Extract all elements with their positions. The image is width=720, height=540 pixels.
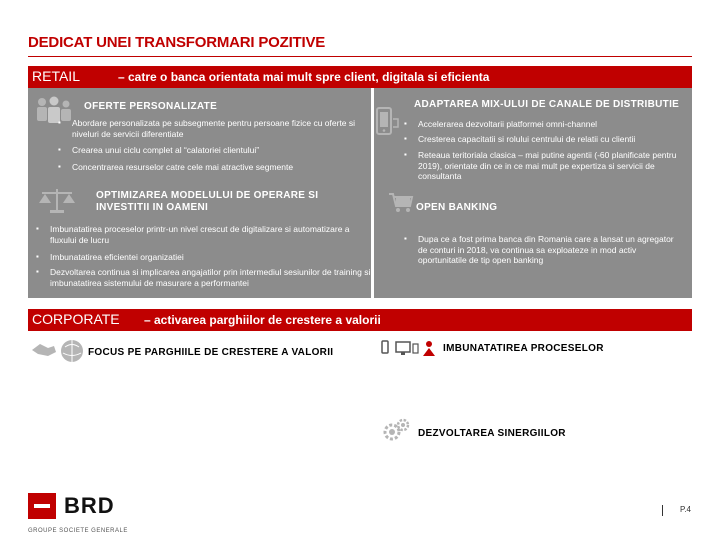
corporate-subtitle: – activarea parghiilor de crestere a valorii (144, 313, 381, 327)
value-levers-title: FOCUS PE PARGHIILE DE CRESTERE A VALORII (88, 347, 334, 358)
retail-right-panel (374, 88, 692, 298)
retail-subtitle: – catre o banca orientata mai mult spre client, digitala si eficienta (118, 70, 490, 84)
open-banking-title: OPEN BANKING (416, 202, 498, 213)
brd-logo-bar (34, 504, 50, 508)
operating-model-title-line2: INVESTITII IN OAMENI (96, 202, 209, 213)
process-improvement-title: IMBUNATATIREA PROCESELOR (443, 343, 604, 354)
list-item: ▪ Dezvoltarea continua si implicarea angajatilor prin intermediul sesiunilor de training si imbunatatirea sistemului de masurare a performantei (36, 267, 371, 288)
title-divider (28, 56, 692, 57)
shopping-cart-icon (388, 192, 414, 214)
page-number-separator (662, 505, 663, 516)
list-item: ▪ Continuarea optimizarii si digitalizarii proceselor (412, 368, 692, 379)
retail-section-bar (28, 66, 692, 88)
list-item: ▪ Accelerarea dezvoltarii platformei omni-channel (404, 119, 694, 130)
list-item: ▪ Abordare personalizata pe subsegmente pentru persoane fizice cu oferte si niveluri de servicii diferentiate (58, 118, 368, 139)
retail-heading: RETAIL (32, 68, 80, 84)
list-item: ▪ Crearea unui ciclu complet al “calatoriei clientului” (58, 145, 368, 156)
list-item: ▪ Reteaua teritoriala clasica – mai putine agentii (-60 planificate pentru 2019), orientate din ce in ce mai mult pe expertiza si servicii de consultanta (404, 150, 684, 182)
list-item: ▪ Imbunatatirea proceselor printr-un nivel crescut de digitalizare si automatizare a fluxului de lucru (36, 224, 366, 245)
list-item: ▪ Valorificarea capabilitatilor structurii specializate in co-finantari in cadrul programelor de finantare europene si nationale (50, 431, 360, 452)
corporate-section-bar (28, 309, 692, 331)
list-item: ▪ Implementarea unui sistem superior de management al vanzarii si de monitorizare pentru a creste performanta comerciala (50, 458, 360, 479)
brd-logo-subtitle: GROUPE SOCIETE GENERALE (28, 528, 128, 534)
mobile-devices-icon (374, 105, 400, 139)
list-item: ▪ Continuarea dezvoltarii sinergiilor cu segmentul retail, subsidiarele specializate si grupul SG (412, 447, 682, 468)
list-item: ▪ Intensificarea vanzarii incrucisate de produse care sa compenseze presiunea preturilor activitatilor traditionale si care sa activeze parghiile de crestere a valorii – finantarea structurata, corporate finance, produse derivate, GTB – asigurand promovarea acestora catre toate segmentele de clienti (50, 367, 360, 409)
personalized-offers-title: OFERTE PERSONALIZATE (84, 101, 218, 112)
list-item: ▪ Dupa ce a fost prima banca din Romania care a lansat un agregator de conturi in 2018, va continua sa exploateze in mod activ oportunitatile de tip open banking (404, 234, 674, 266)
list-item: ▪ Imbunatatirea eficientei organizatiei (36, 252, 366, 263)
corporate-heading: CORPORATE (32, 311, 120, 327)
brd-logo-text: BRD (64, 493, 115, 518)
distribution-channels-title: ADAPTAREA MIX-ULUI DE CANALE DE DISTRIBUTIE (414, 99, 680, 110)
gears-icon (382, 418, 410, 444)
handshake-globe-icon (30, 338, 86, 364)
page-number: P.4 (680, 505, 691, 514)
scales-icon (36, 187, 78, 215)
process-devices-icon (380, 338, 436, 360)
list-item: ▪ Concentrarea resurselor catre cele mai atractive segmente (58, 162, 368, 173)
list-item: ▪ Cresterea capacitatii si rolului centrului de relatii cu clientii (404, 134, 694, 145)
operating-model-title-line1: OPTIMIZAREA MODELULUI DE OPERARE SI (96, 190, 319, 201)
retail-left-panel (28, 88, 371, 298)
operating-model-title (96, 190, 318, 214)
synergies-title: DEZVOLTAREA SINERGIILOR (418, 428, 566, 439)
page-title: DEDICAT UNEI TRANSFORMARI POZITIVE (28, 34, 326, 51)
